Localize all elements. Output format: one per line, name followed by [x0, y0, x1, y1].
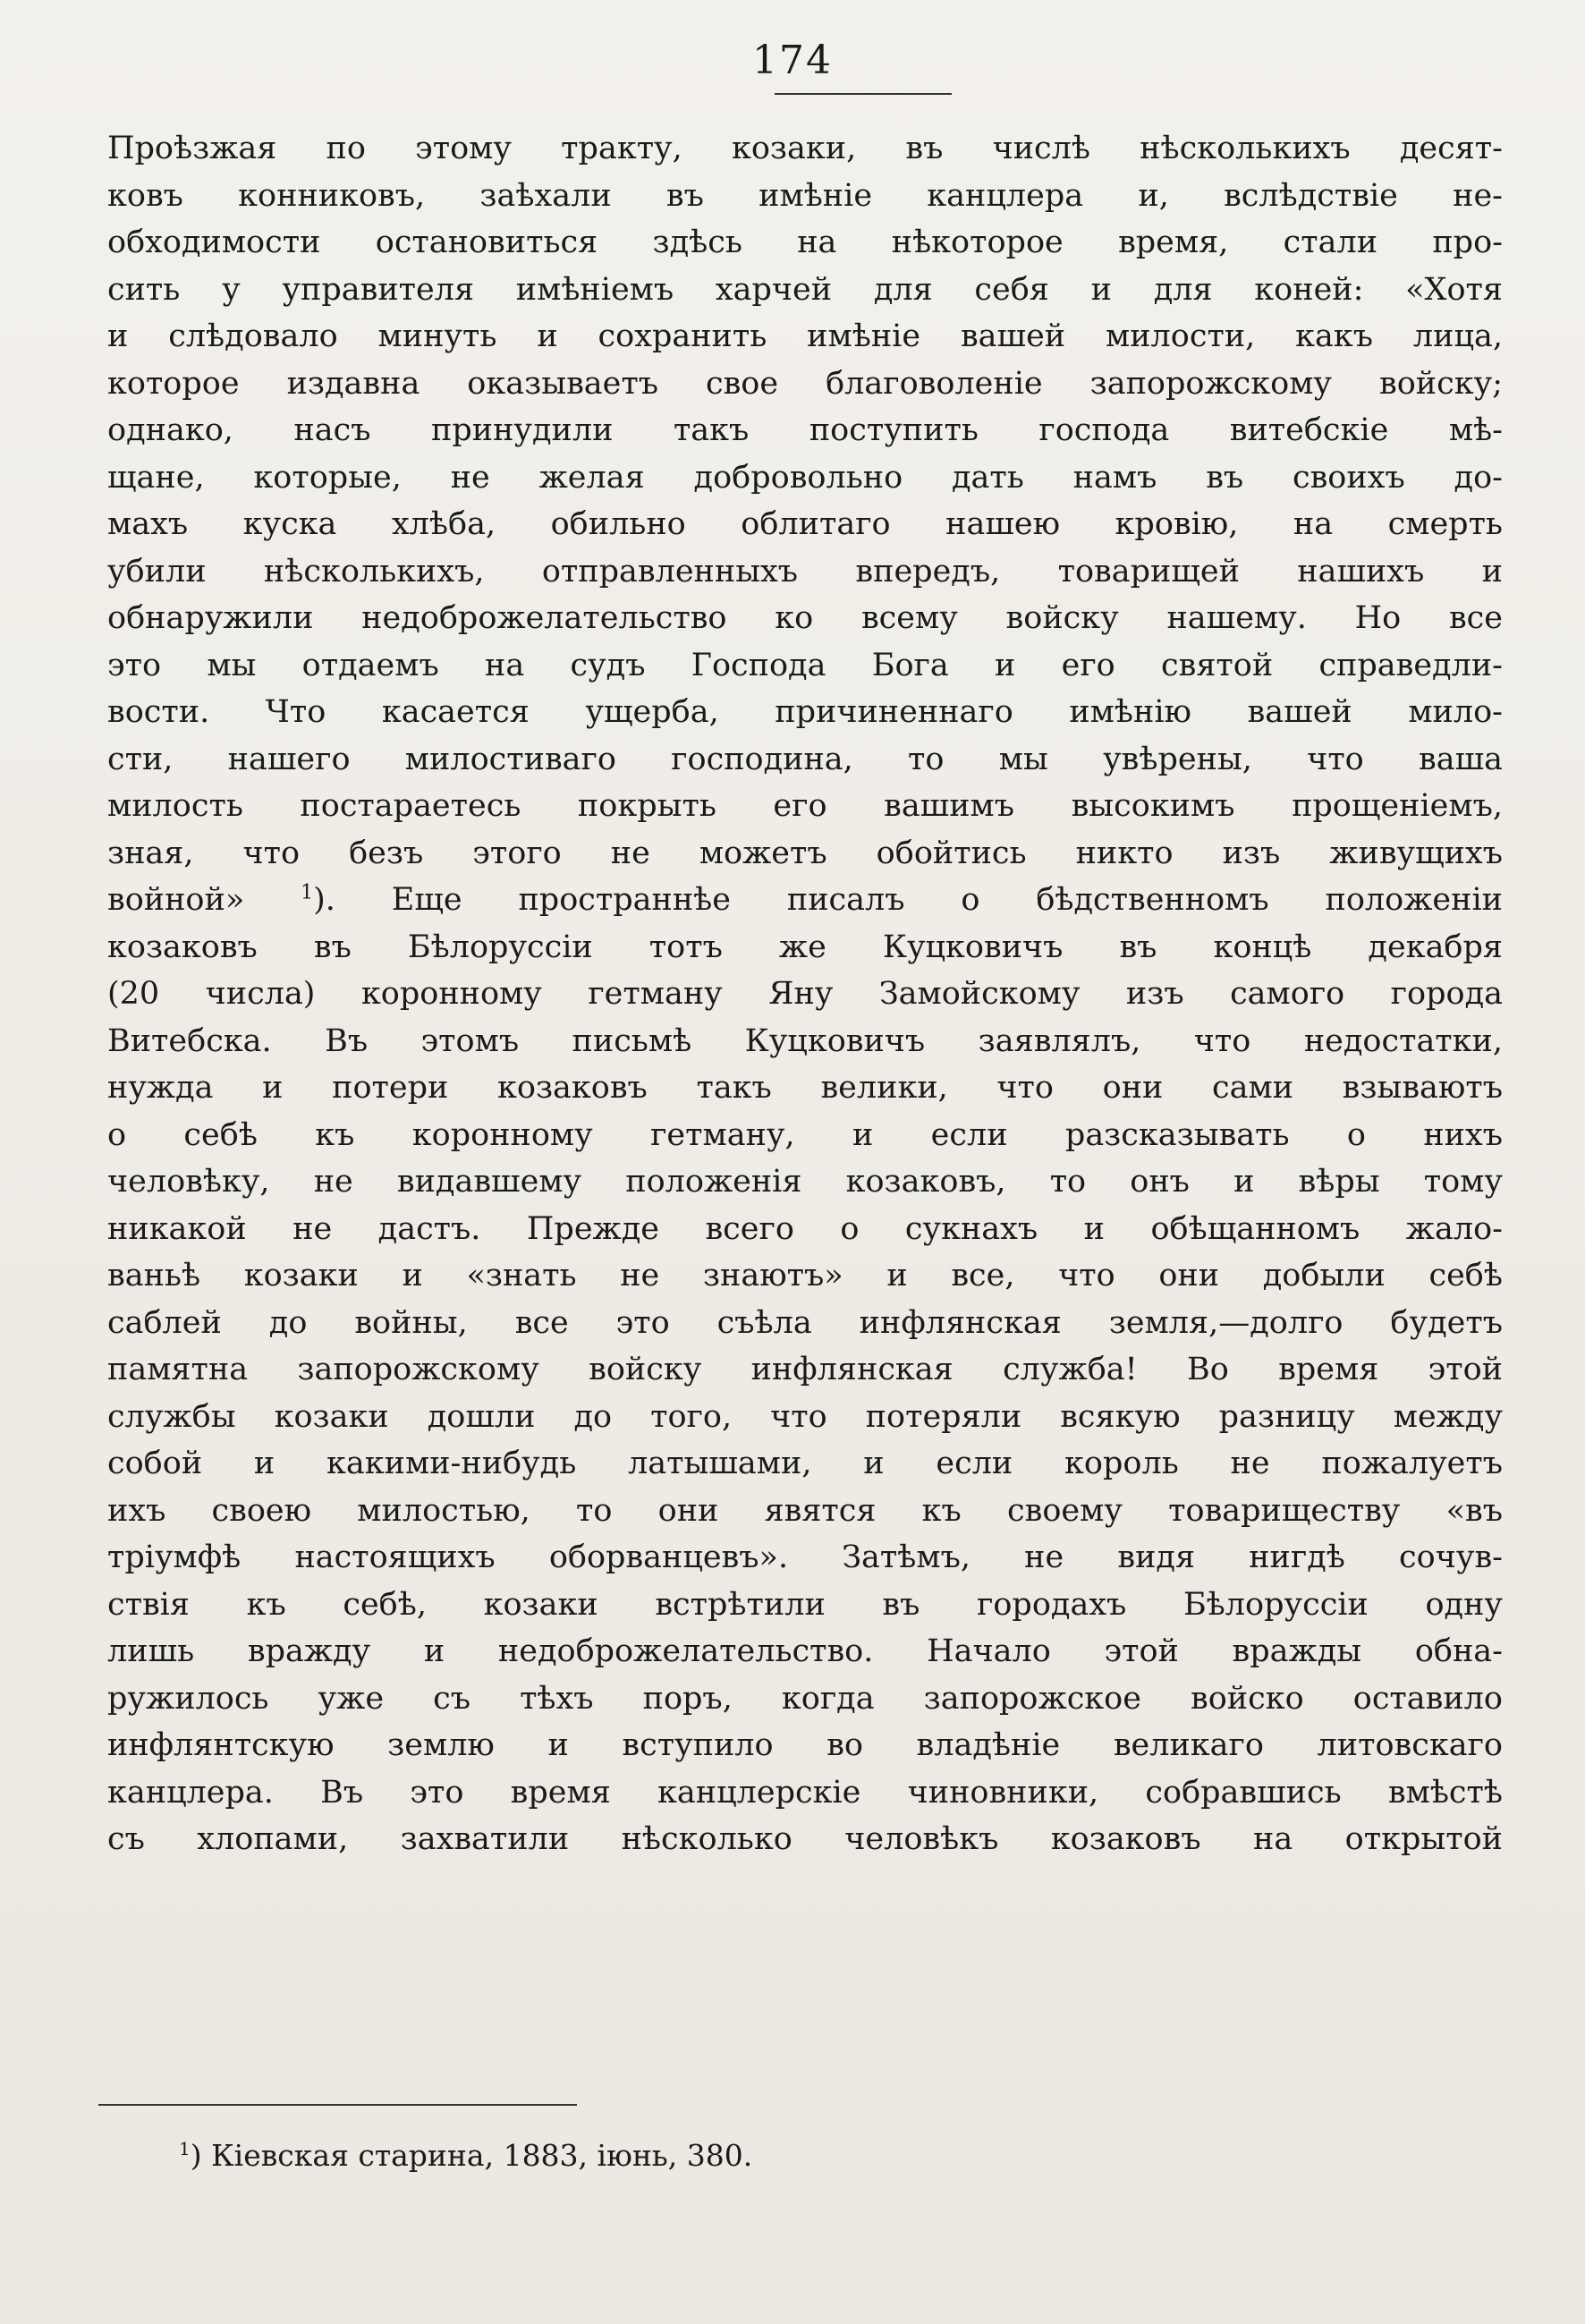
text-line: ковъ конниковъ, заѣхали въ имѣніе канцлера и, вслѣдствіе не- — [107, 177, 1503, 214]
text-line: ваньѣ козаки и «знать не знаютъ» и все, что они добыли себѣ — [107, 1258, 1503, 1293]
text-line: службы козаки дошли до того, что потеряли всякую разницу между — [107, 1398, 1503, 1435]
text-line-with-footnote-ref — [107, 877, 1503, 924]
text-line: убили нѣсколькихъ, отправленныхъ впередъ, товарищей нашихъ и — [107, 553, 1503, 589]
text-line: обнаружили недоброжелательство ко всему войску нашему. Но все — [107, 600, 1503, 636]
text-line: о себѣ къ коронному гетману, и если разсказывать о нихъ — [107, 1116, 1503, 1153]
text-line: сить у управителя имѣніемъ харчей для себя и для коней: «Хотя — [107, 271, 1503, 308]
text-line: это мы отдаемъ на судъ Господа Бога и его святой справедли- — [107, 647, 1503, 683]
text-line: ствія къ себѣ, козаки встрѣтили въ городахъ Бѣлоруссіи одну — [107, 1586, 1503, 1623]
text-line: съ хлопами, захватили нѣсколько человѣкъ козаковъ на открытой — [107, 1821, 1503, 1857]
footnote — [179, 2131, 1431, 2174]
text-line: саблей до войны, все это съѣла инфлянская земля,—долго будетъ — [107, 1304, 1503, 1341]
text-line: (20 числа) коронному гетману Яну Замойскому изъ самого города — [107, 976, 1503, 1012]
footnote-marker: 1 — [179, 2138, 191, 2159]
text-line: Проѣзжая по этому тракту, козаки, въ числѣ нѣсколькихъ десят- — [107, 131, 1503, 166]
text-line: памятна запорожскому войску инфлянская служба! Во время этой — [107, 1352, 1503, 1387]
text-line: сти, нашего милостиваго господина, то мы увѣрены, что ваша — [107, 741, 1503, 777]
text-line: тріумфѣ настоящихъ оборванцевъ». Затѣмъ, не видя нигдѣ сочув- — [107, 1539, 1503, 1575]
text-line: Витебска. Въ этомъ письмѣ Куцковичъ заявлялъ, что недостатки, — [107, 1022, 1503, 1059]
text-fragment: войной» — [107, 882, 245, 918]
text-line: нужда и потери козаковъ такъ велики, что они сами взываютъ — [107, 1070, 1503, 1106]
text-line: ихъ своею милостью, то они явятся къ своему товариществу «въ — [107, 1492, 1503, 1529]
text-line: ружилось уже съ тѣхъ поръ, когда запорожское войско оставило — [107, 1680, 1503, 1717]
text-line: собой и какими-нибудь латышами, и если король не пожалуетъ — [107, 1446, 1503, 1481]
footnote-text: ) Кіевская старина, 1883, іюнь, 380. — [190, 2138, 753, 2173]
page-number: 174 — [752, 38, 833, 83]
text-line: канцлера. Въ это время канцлерскіе чиновники, собравшись вмѣстѣ — [107, 1774, 1503, 1811]
text-fragment: ). Еще пространнѣе писалъ о бѣдственномъ положеніи — [313, 882, 1503, 918]
footnote-reference[interactable]: 1 — [301, 881, 314, 904]
text-line: вости. Что касается ущерба, причиненнаго имѣнію вашей мило- — [107, 694, 1503, 730]
text-line: обходимости остановиться здѣсь на нѣкоторое время, стали про- — [107, 225, 1503, 260]
text-line: милость постараетесь покрыть его вашимъ высокимъ прощеніемъ, — [107, 788, 1503, 824]
footnote-rule — [98, 2104, 577, 2106]
text-line: щане, которые, не желая добровольно дать намъ въ своихъ до- — [107, 459, 1503, 496]
text-line: зная, что безъ этого не можетъ обойтись никто изъ живущихъ — [107, 835, 1503, 871]
text-line: инфлянтскую землю и вступило во владѣніе великаго литовскаго — [107, 1727, 1503, 1763]
text-line: однако, насъ принудили такъ поступить господа витебскіе мѣ- — [107, 412, 1503, 448]
text-line: никакой не дастъ. Прежде всего о сукнахъ и обѣщанномъ жало- — [107, 1210, 1503, 1247]
text-line: человѣку, не видавшему положенія козаковъ, то онъ и вѣры тому — [107, 1164, 1503, 1200]
header-rule — [775, 93, 952, 95]
text-line: махъ куска хлѣба, обильно облитаго нашею кровію, на смерть — [107, 506, 1503, 542]
text-line: и слѣдовало минуть и сохранить имѣніе вашей милости, какъ лица, — [107, 318, 1503, 354]
body-text — [107, 125, 1503, 1863]
text-line: которое издавна оказываетъ свое благоволеніе запорожскому войску; — [107, 365, 1503, 402]
text-line: лишь вражду и недоброжелательство. Начало этой вражды обна- — [107, 1633, 1503, 1669]
text-line: козаковъ въ Бѣлоруссіи тотъ же Куцковичъ въ концѣ декабря — [107, 929, 1503, 965]
